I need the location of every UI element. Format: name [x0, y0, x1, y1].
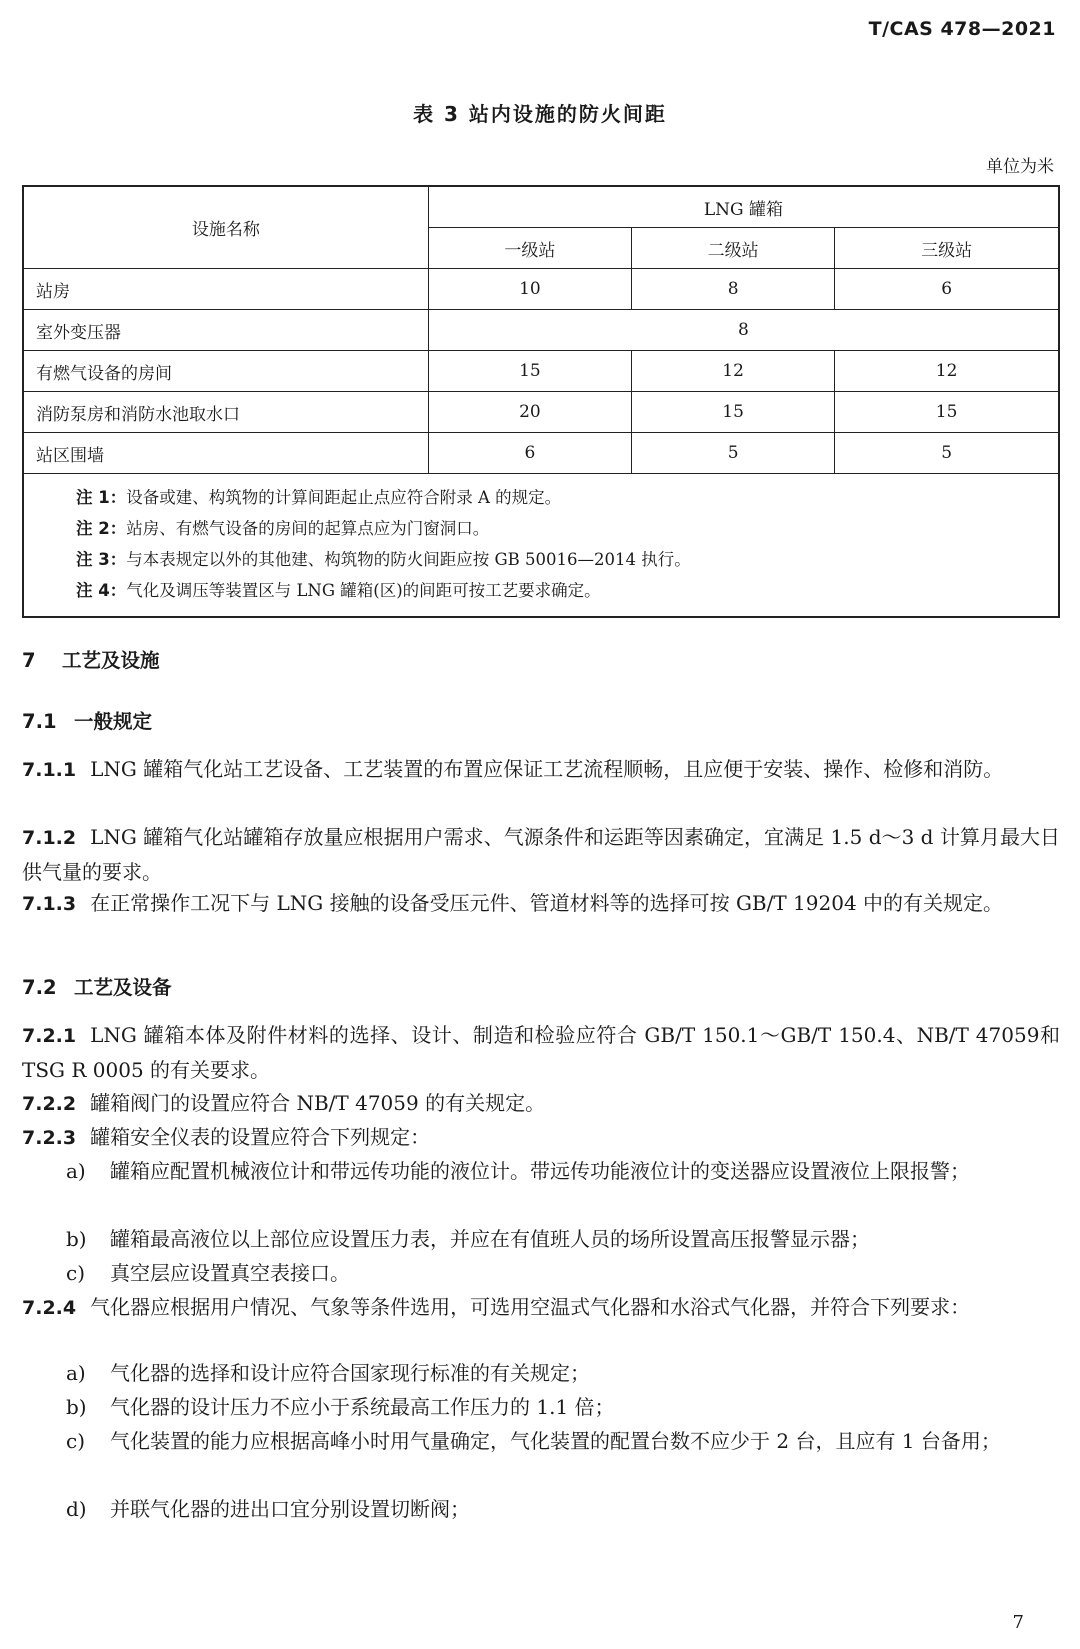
table-cell: 8: [632, 269, 835, 310]
row-label: 站房: [23, 269, 428, 310]
col-header-lng-tank: LNG 罐箱: [428, 186, 1059, 228]
clause-7-2-2: 7.2.2 罐箱阀门的设置应符合 NB/T 47059 的有关规定。: [22, 1091, 546, 1115]
table-row: [23, 351, 1059, 392]
col-header-level-3: 三级站: [835, 228, 1059, 269]
document-code: T/CAS 478—2021: [868, 18, 1056, 40]
list-item: a) 气化器的选择和设计应符合国家现行标准的有关规定；: [66, 1361, 590, 1385]
section-heading-7-2: 7.2 工艺及设备: [22, 976, 172, 999]
table-cell: 6: [428, 433, 631, 474]
clause-7-2-4: 7.2.4 气化器应根据用户情况、气象等条件选用，可选用空温式气化器和水浴式气化器，并符合下列要求：: [22, 1295, 971, 1319]
clause-7-1-1: 7.1.1 LNG 罐箱气化站工艺设备、工艺装置的布置应保证工艺流程顺畅，且应便于安装、操作、检修和消防。: [22, 757, 1004, 781]
table-cell: 15: [632, 392, 835, 433]
table-cell: 15: [428, 351, 631, 392]
table-cell: 6: [835, 269, 1059, 310]
row-label: 有燃气设备的房间: [23, 351, 428, 392]
clause-7-1-3: 7.1.3 在正常操作工况下与 LNG 接触的设备受压元件、管道材料等的选择可按 GB/T 19204 中的有关规定。: [22, 891, 1004, 915]
table-note: 注 2：站房、有燃气设备的房间的起算点应为门窗洞口。: [76, 519, 490, 538]
table-unit: 单位为米: [986, 157, 1054, 177]
table-cell: 5: [632, 433, 835, 474]
table-notes: [23, 474, 1059, 618]
table-cell: 20: [428, 392, 631, 433]
col-header-level-2: 二级站: [632, 228, 835, 269]
table-title: 表 3 站内设施的防火间距: [413, 102, 667, 126]
list-item: c) 真空层应设置真空表接口。: [66, 1261, 350, 1285]
table-cell: 10: [428, 269, 631, 310]
fire-distance-table: [22, 185, 1060, 618]
list-item: d) 并联气化器的进出口宜分别设置切断阀；: [66, 1497, 470, 1521]
clause-7-1-2: 7.1.2 LNG 罐箱气化站罐箱存放量应根据用户需求、气源条件和运距等因素确定，宜满足 1.5 d～3 d 计算月最大日供气量的要求。: [22, 825, 1060, 884]
table-row: [23, 392, 1059, 433]
table-cell: 15: [835, 392, 1059, 433]
clause-7-2-1: 7.2.1 LNG 罐箱本体及附件材料的选择、设计、制造和检验应符合 GB/T 150.1～GB/T 150.4、NB/T 47059和 TSG R 0005 的有关要求。: [22, 1023, 1060, 1082]
list-item: b) 气化器的设计压力不应小于系统最高工作压力的 1.1 倍；: [66, 1395, 615, 1419]
page-number: 7: [1012, 1612, 1024, 1633]
section-heading-7-1: 7.1 一般规定: [22, 710, 153, 733]
row-label: 消防泵房和消防水池取水口: [23, 392, 428, 433]
table-note: 注 3：与本表规定以外的其他建、构筑物的防火间距应按 GB 50016—2014 执行。: [76, 550, 691, 569]
table-row: [23, 269, 1059, 310]
table-note: 注 4：气化及调压等装置区与 LNG 罐箱(区)的间距可按工艺要求确定。: [76, 581, 601, 600]
col-header-facility: 设施名称: [23, 186, 428, 269]
table-cell: 5: [835, 433, 1059, 474]
table-note: 注 1：设备或建、构筑物的计算间距起止点应符合附录 A 的规定。: [76, 488, 562, 507]
list-item: a) 罐箱应配置机械液位计和带远传功能的液位计。带远传功能液位计的变送器应设置液位上限报警；: [66, 1159, 970, 1183]
row-label: 室外变压器: [23, 310, 428, 351]
table-cell: 12: [632, 351, 835, 392]
list-item: c) 气化装置的能力应根据高峰小时用气量确定，气化装置的配置台数不应少于 2 台，且应有 1 台备用；: [66, 1429, 1001, 1453]
clause-7-2-3: 7.2.3 罐箱安全仪表的设置应符合下列规定：: [22, 1125, 431, 1149]
table-row: [23, 310, 1059, 351]
list-item: b) 罐箱最高液位以上部位应设置压力表，并应在有值班人员的场所设置高压报警显示器；: [66, 1227, 870, 1251]
table-cell-merged: 8: [428, 310, 1059, 351]
table-cell: 12: [835, 351, 1059, 392]
row-label: 站区围墙: [23, 433, 428, 474]
col-header-level-1: 一级站: [428, 228, 631, 269]
table-row: [23, 433, 1059, 474]
section-heading-7: 7 工艺及设施: [22, 649, 160, 672]
